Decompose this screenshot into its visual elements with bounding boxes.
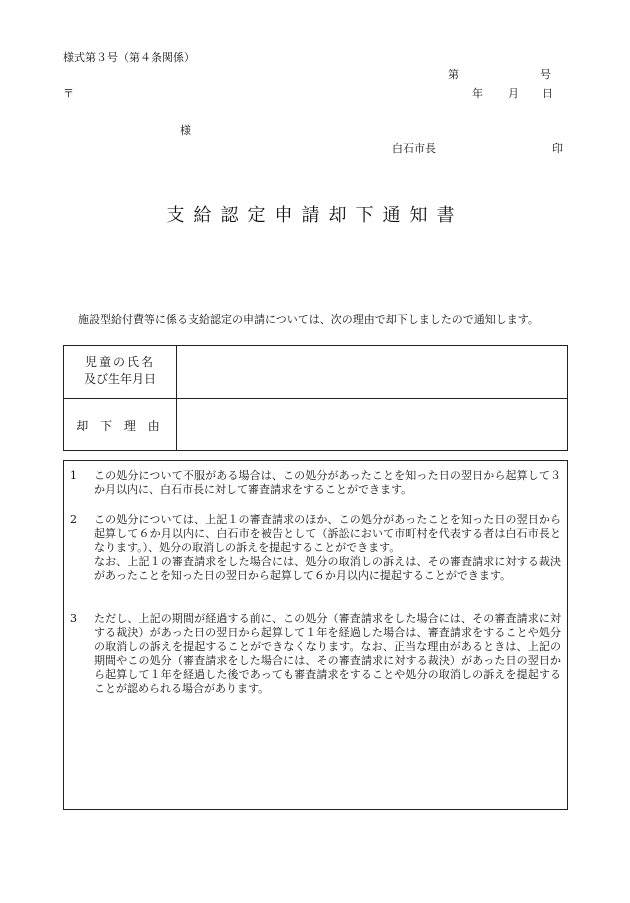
date-month: 月 — [508, 87, 519, 100]
child-value — [177, 346, 567, 398]
child-label-line2: 及び生年月日 — [83, 372, 156, 386]
note-number: 3 — [70, 612, 77, 625]
note-text-continued: なお、上記１の審査請求をした場合には、処分の取消しの訴えは、その審査請求に対する裁決があったことを知った日の翌日から起算して６か月以内に提起することができます。 — [94, 555, 561, 582]
info-table — [63, 345, 568, 451]
form-number: 様式第３号（第４条関係） — [63, 51, 195, 64]
note-number: 2 — [70, 513, 77, 526]
child-label-line1: 児童の氏名 — [84, 355, 155, 369]
note-number: 1 — [70, 469, 77, 482]
seal-mark: 印 — [552, 142, 563, 155]
document-title: 支給認定申請却下通知書 — [166, 205, 464, 226]
date-day: 日 — [542, 87, 553, 100]
doc-number-prefix: 第 — [448, 68, 459, 81]
reason-value — [177, 399, 567, 450]
note-text-block — [94, 513, 561, 583]
note-text: この処分については、上記１の審査請求のほか、この処分があったことを知った日の翌日から起算して６か月以内に、白石市を被告として（訴訟において市町村を代表する者は白石市長となります。）、処分の取消しの訴えを提起することができます。 — [94, 513, 561, 554]
date-year: 年 — [472, 87, 483, 100]
doc-number-suffix: 号 — [540, 68, 551, 81]
reason-label: 却 下 理 由 — [76, 419, 164, 433]
note-text: ただし、上記の期間が経過する前に、この処分（審査請求をした場合には、その審査請求に対する裁決）があった日の翌日から起算して１年を経過した場合は、審査請求をすることや処分の取消しの訴えを提起することができなくなります。なお、正当な理由があるときは、上記の期間やこの処分（審査請求をした場合には、その審査請求に対する裁決）があった日の翌日から起算して１年を経過した後であっても審査請求をすることや処分の取消しの訴えを提起することが認められる場合があります。 — [94, 612, 561, 695]
notes-box — [63, 460, 568, 810]
note-text: この処分について不服がある場合は、この処分があったことを知った日の翌日から起算して３か月以内に、白石市長に対して審査請求をすることができます。 — [94, 469, 561, 496]
postal-mark: 〒 — [63, 87, 74, 100]
issuer-name: 白石市長 — [392, 142, 436, 155]
child-label — [64, 354, 176, 388]
addressee-honorific: 様 — [180, 124, 191, 137]
intro-text: 施設型給付費等に係る支給認定の申請については、次の理由で却下しましたので通知します。 — [78, 313, 539, 326]
